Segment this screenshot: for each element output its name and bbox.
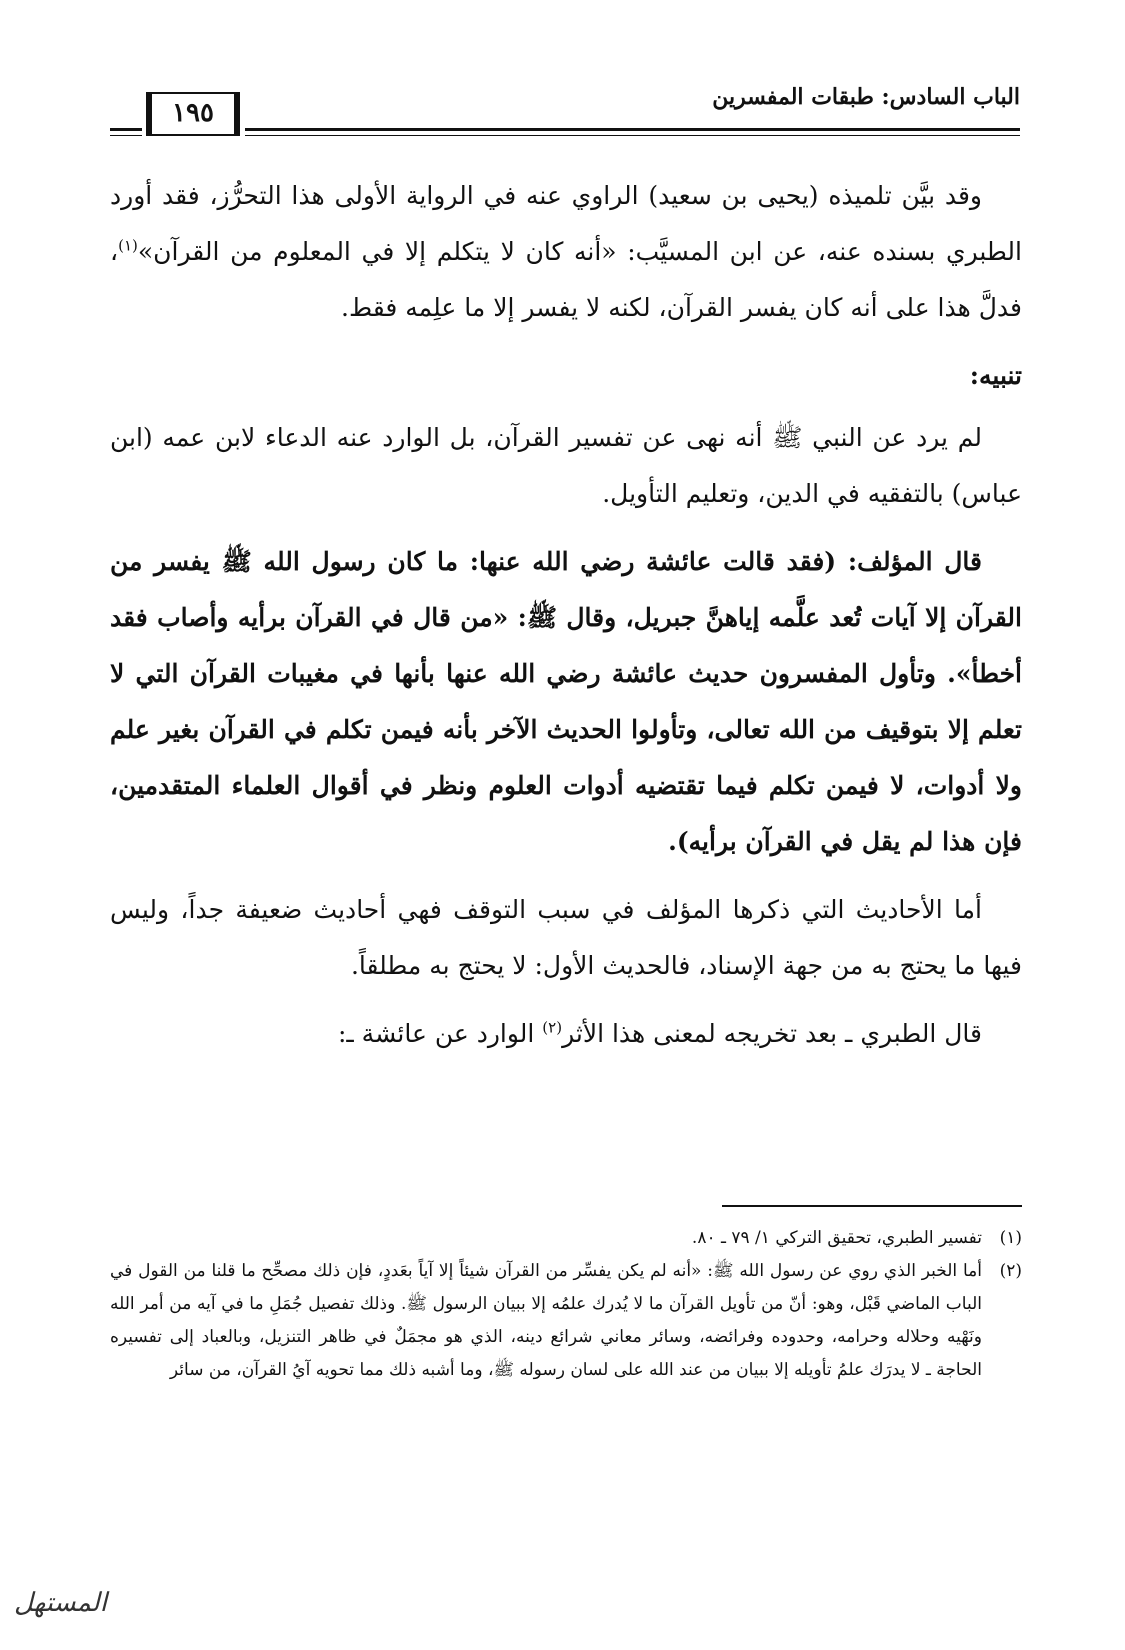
paragraph-text: وقد بيَّن تلميذه (يحيى بن سعيد) الراوي عنه في الرواية الأولى هذا التحرُّز، فقد أورد الطبري بسنده عنه، عن ابن المسيَّب: «أنه كان لا يتكلم إلا في المعلوم من القرآن»: [110, 181, 1022, 266]
paragraph-text: الوارد عن عائشة ـ:: [337, 1019, 543, 1048]
section-heading: تنبيه:: [969, 361, 1022, 390]
footnote: [110, 1255, 1022, 1387]
header-rule: [245, 135, 1020, 136]
paragraph: [110, 1006, 1022, 1062]
running-header: [110, 84, 1020, 144]
footnote-number: (٢): [999, 1261, 1022, 1281]
footnote: [110, 1222, 1022, 1255]
paragraph-text: ، فدلَّ هذا على أنه كان يفسر القرآن، لكنه لا يفسر إلا ما علِمه فقط.: [110, 237, 1022, 322]
footnote-separator: [722, 1205, 1022, 1207]
footnote-text: أما الخبر الذي روي عن رسول الله ﷺ: «أنه لم يكن يفسِّر من القرآن شيئاً إلا آياً بعَددٍ، فإن ذلك مصحِّح ما قلنا من القول في الباب الماضي قَبْل، وهو: أنّ من تأويل القرآن ما لا يُدرك علمُه إلا ببيان الرسول ﷺ. وذلك تفصيل جُمَلِ ما في آيه من أمر الله ونَهْيه وحلاله وحرامه، وحدوده وفرائضه، وسائر معاني شرائع دينه، الذي هو مجمَلٌ في ظاهر التنزيل، وبالعباد إلى تفسيره الحاجة ـ لا يدرَك علمُ تأويله إلا ببيان من عند الله على لسان رسوله ﷺ، وما أشبه ذلك مما تحويه آيُ القرآن، من سائر: [110, 1261, 982, 1380]
paragraph-text: قال الطبري ـ بعد تخريجه لمعنى هذا الأثر: [562, 1019, 982, 1048]
footnote-ref: (١): [118, 236, 138, 255]
footnote-text: تفسير الطبري، تحقيق التركي ١/ ٧٩ ـ ٨٠.: [691, 1228, 982, 1248]
publisher-logo: [8, 1588, 113, 1642]
header-rule: [110, 128, 142, 131]
page-number: ١٩٥: [146, 92, 240, 136]
paragraph: لم يرد عن النبي ﷺ أنه نهى عن تفسير القرآن، بل الوارد عنه الدعاء لابن عمه (ابن عباس) بالتفقيه في الدين، وتعليم التأويل.: [110, 423, 1022, 508]
header-rule: [110, 135, 142, 136]
paragraph: أما الأحاديث التي ذكرها المؤلف في سبب التوقف فهي أحاديث ضعيفة جداً، وليس فيها ما يحتج به من جهة الإسناد، فالحديث الأول: لا يحتج به مطلقاً.: [110, 895, 1022, 980]
footnote-ref: (٢): [542, 1018, 563, 1037]
header-rule: [245, 128, 1020, 131]
paragraph: [110, 168, 1022, 336]
footnote-number: (١): [999, 1228, 1022, 1248]
author-label: قال المؤلف:: [847, 547, 983, 576]
logo-text: المستهل: [14, 1588, 107, 1618]
footnotes: [110, 1222, 1022, 1387]
quote-text: (فقد قالت عائشة رضي الله عنها: ما كان رسول الله ﷺ يفسر من القرآن إلا آيات تُعد علَّمه إياهنَّ جبريل، وقال ﷺ: «من قال في القرآن برأيه وأصاب فقد أخطأ». وتأول المفسرون حديث عائشة رضي الله عنها بأنها في مغيبات القرآن التي لا تعلم إلا بتوقيف من الله تعالى، وتأولوا الحديث الآخر بأنه فيمن تكلم في القرآن بغير علم ولا أدوات، لا فيمن تكلم فيما تقتضيه أدوات العلوم ونظر في أقوال العلماء المتقدمين، فإن هذا لم يقل في القرآن برأيه).: [110, 547, 1022, 856]
main-text: [110, 168, 1022, 1074]
author-quote: [110, 534, 1022, 870]
chapter-title: الباب السادس: طبقات المفسرين: [712, 84, 1020, 110]
